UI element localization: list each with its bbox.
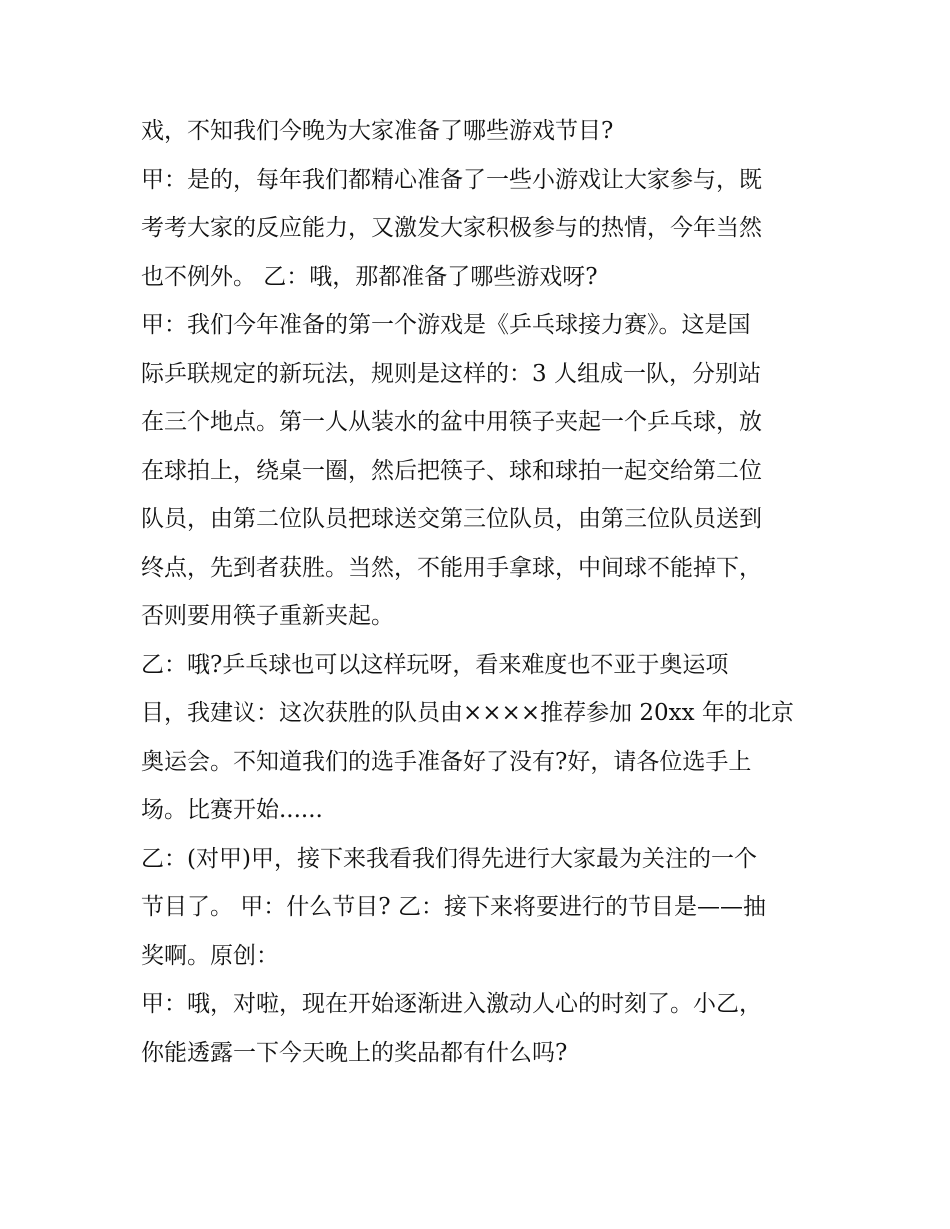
text-line: 也不例外。 乙：哦，那都准备了哪些游戏呀? (141, 263, 598, 290)
text-line: 场。比赛开始...... (141, 797, 323, 823)
text-line: 你能透露一下今天晚上的奖品都有什么吗? (141, 1039, 568, 1066)
text-line: 乙：(对甲)甲，接下来我看我们得先进行大家最为关注的一个 (141, 845, 757, 872)
text-line: 甲：我们今年准备的第一个游戏是《乒乓球接力赛》。这是国 (141, 312, 751, 338)
text-line: 节目了。 甲：什么节目? 乙：接下来将要进行的节目是——抽 (141, 894, 766, 920)
text-line: 戏，不知我们今晚为大家准备了哪些游戏节目? (141, 118, 614, 144)
text-line: 际乒联规定的新玩法，规则是这样的：3 人组成一队，分别站 (141, 360, 761, 387)
body-text (141, 107, 831, 1077)
text-line: 乙：哦?乒乓球也可以这样玩呀，看来难度也不亚于奥运项 (141, 651, 729, 678)
text-line: 甲：是的，每年我们都精心准备了一些小游戏让大家参与，既 (141, 166, 762, 193)
text-line: 甲：哦，对啦，现在开始逐渐进入激动人心的时刻了。小乙， (141, 991, 762, 1017)
text-line: 队员，由第二位队员把球送交第三位队员，由第三位队员送到 (141, 506, 762, 532)
text-line: 终点，先到者获胜。当然，不能用手拿球，中间球不能掉下， (141, 554, 762, 581)
text-line: 目，我建议：这次获胜的队员由××××推荐参加 20xx 年的北京 (141, 700, 794, 726)
text-line: 在三个地点。第一人从装水的盆中用筷子夹起一个乒乓球，放 (141, 409, 762, 435)
text-line: 考考大家的反应能力，又激发大家积极参与的热情，今年当然 (141, 215, 762, 241)
text-line: 否则要用筷子重新夹起。 (141, 603, 394, 629)
text-line: 奥运会。不知道我们的选手准备好了没有?好，请各位选手上 (141, 748, 752, 775)
text-line: 奖啊。原创： (141, 942, 279, 969)
text-line: 在球拍上，绕桌一圈，然后把筷子、球和球拍一起交给第二位 (141, 457, 762, 484)
